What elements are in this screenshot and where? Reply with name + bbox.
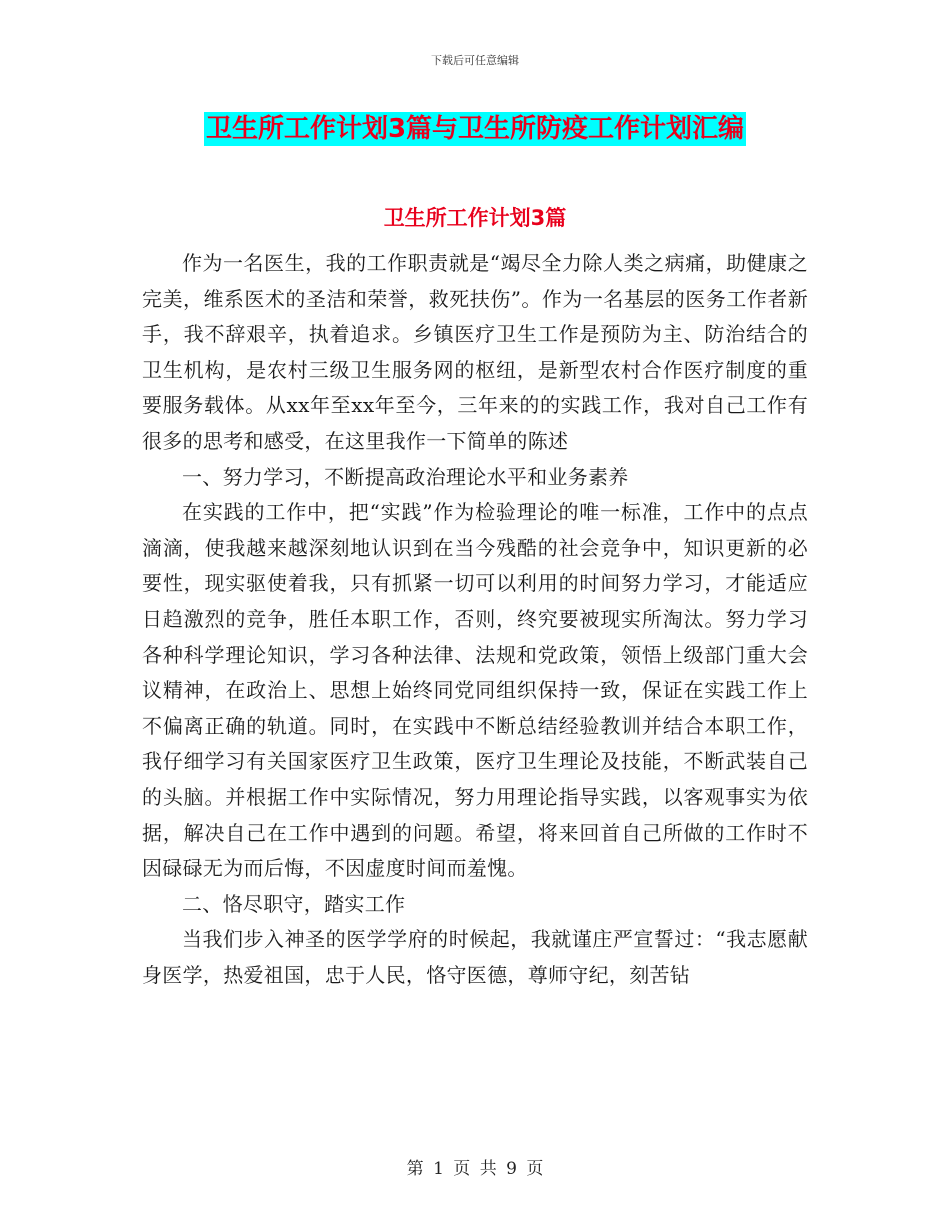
paragraph-duty: 当我们步入神圣的医学学府的时候起，我就谨庄严宣誓过：“我志愿献身医学，热爱祖国，忠于人民，恪守医德，尊师守纪，刻苦钻 bbox=[142, 927, 808, 987]
paragraph-study: 在实践的工作中，把“实践”作为检验理论的唯一标准，工作中的点点滴滴，使我越来越深刻地认识到在当今残酷的社会竞争中，知识更新的必要性，现实驱使着我，只有抓紧一切可以利用的时间努力学习，才能适应日趋激烈的竞争，胜任本职工作，否则，终究要被现实所淘汰。努力学习各种科学理论知识，学习各种法律、法规和党政策，领悟上级部门重大会议精神，在政治上、思想上始终同党同组织保持一致，保证在实践工作上不偏离正确的轨道。同时，在实践中不断总结经验教训并结合本职工作，我仔细学习有关国家医疗卫生政策，医疗卫生理论及技能，不断武装自己的头脑。并根据工作中实际情况，努力用理论指导实践，以客观事实为依据，解决自己在工作中遇到的问题。希望，将来回首自己所做的工作时不因碌碌无为而后悔，不因虚度时间而羞愧。 bbox=[142, 500, 808, 881]
page-footer: 第 1 页 共 9 页 bbox=[406, 1159, 544, 1179]
section-title: 卫生所工作计划3篇 bbox=[383, 206, 567, 230]
main-title-container bbox=[0, 112, 950, 146]
header-note: 下载后可任意编辑 bbox=[431, 54, 519, 67]
body-text bbox=[142, 246, 808, 993]
heading-study: 一、努力学习，不断提高政治理论水平和业务素养 bbox=[182, 464, 629, 489]
heading-duty: 二、恪尽职守，踏实工作 bbox=[182, 891, 406, 916]
main-title: 卫生所工作计划3篇与卫生所防疫工作计划汇编 bbox=[205, 114, 745, 144]
paragraph-intro: 作为一名医生，我的工作职责就是“竭尽全力除人类之病痛，助健康之完美，维系医术的圣洁和荣誉，救死扶伤”。作为一名基层的医务工作者新手，我不辞艰辛，执着追求。乡镇医疗卫生工作是预防为主、防治结合的卫生机构，是农村三级卫生服务网的枢纽，是新型农村合作医疗制度的重要服务载体。从xx年至xx年至今，三年来的的实践工作，我对自己工作有很多的思考和感受，在这里我作一下简单的陈述 bbox=[142, 251, 808, 453]
